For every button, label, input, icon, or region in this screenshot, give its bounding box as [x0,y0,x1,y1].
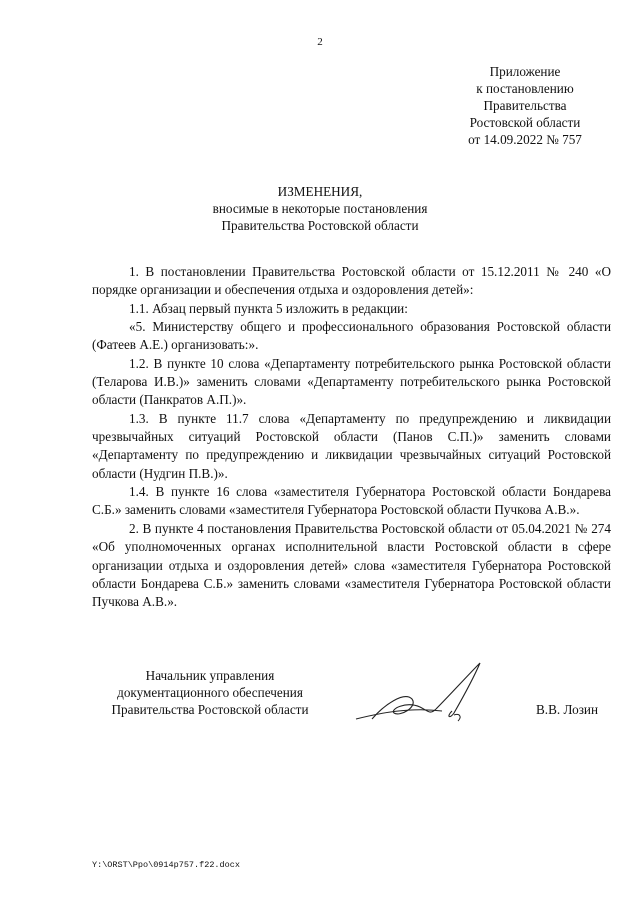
paragraph-item-1-1: 1.1. Абзац первый пункта 5 изложить в редакции: [129,300,408,316]
appendix-block [440,63,610,148]
document-subtitle-line: Правительства Ростовской области [221,218,419,233]
appendix-line: к постановлению [476,81,574,96]
appendix-line: Ростовской области [469,115,581,130]
paragraph-item-1-4: 1.4. В пункте 16 слова «заместителя Губернатора Ростовской области Бондарева С.Б.» заменить словами «заместителя Губернатора Ростовской области Пучкова А.В.». [92,484,611,518]
document-title: ИЗМЕНЕНИЯ, [277,184,363,199]
signatory-position-line: Начальник управления [145,668,275,683]
page-number: 2 [317,36,323,48]
paragraph-item-2: 2. В пункте 4 постановления Правительства Ростовской области от 05.04.2021 № 274 «Об уполномоченных органах исполнительной власти Ростовской области в сфере организации отдыха и оздоровления детей» слова «заместителя Губернатора Ростовской области Бондарева С.Б.» заменить словами «заместителя Губернатора Ростовской области Пучкова А.В.». [92,520,611,610]
document-subtitle-line: вносимые в некоторые постановления [212,201,428,216]
document-heading [150,183,490,234]
signatory-position-line: документационного обеспечения [117,685,303,700]
appendix-line: Приложение [489,64,561,79]
paragraph-item-1: 1. В постановлении Правительства Ростовской области от 15.12.2011 № 240 «О порядке организации и обеспечения отдыха и оздоровления детей»: [92,264,611,298]
paragraph-item-1-2: 1.2. В пункте 10 слова «Департаменту потребительского рынка Ростовской области (Теларова И.В.)» заменить словами «Департаменту потребительского рынка Ростовской области (Панкратов А.П.)». [92,355,611,408]
appendix-line: от 14.09.2022 № 757 [468,132,582,147]
signatory-position [90,667,330,718]
document-body [92,263,611,612]
signatory-name: В.В. Лозин [536,702,599,717]
paragraph-quote-item-5: «5. Министерству общего и профессионального образования Ростовской области (Фатеев А.Е.) организовать:». [92,319,611,353]
signatory-position-line: Правительства Ростовской области [111,702,309,717]
handwritten-signature [350,655,500,730]
appendix-line: Правительства [483,98,567,113]
paragraph-item-1-3: 1.3. В пункте 11.7 слова «Департаменту по предупреждению и ликвидации чрезвычайных ситуаций Ростовской области (Панов С.П.)» заменить словами «Департаменту по предупреждению и ликвидации чрезвычайных ситуаций Ростовской области (Нудгин П.В.)». [92,410,611,481]
file-path: Y:\ORST\Ppo\0914p757.f22.docx [92,860,240,870]
